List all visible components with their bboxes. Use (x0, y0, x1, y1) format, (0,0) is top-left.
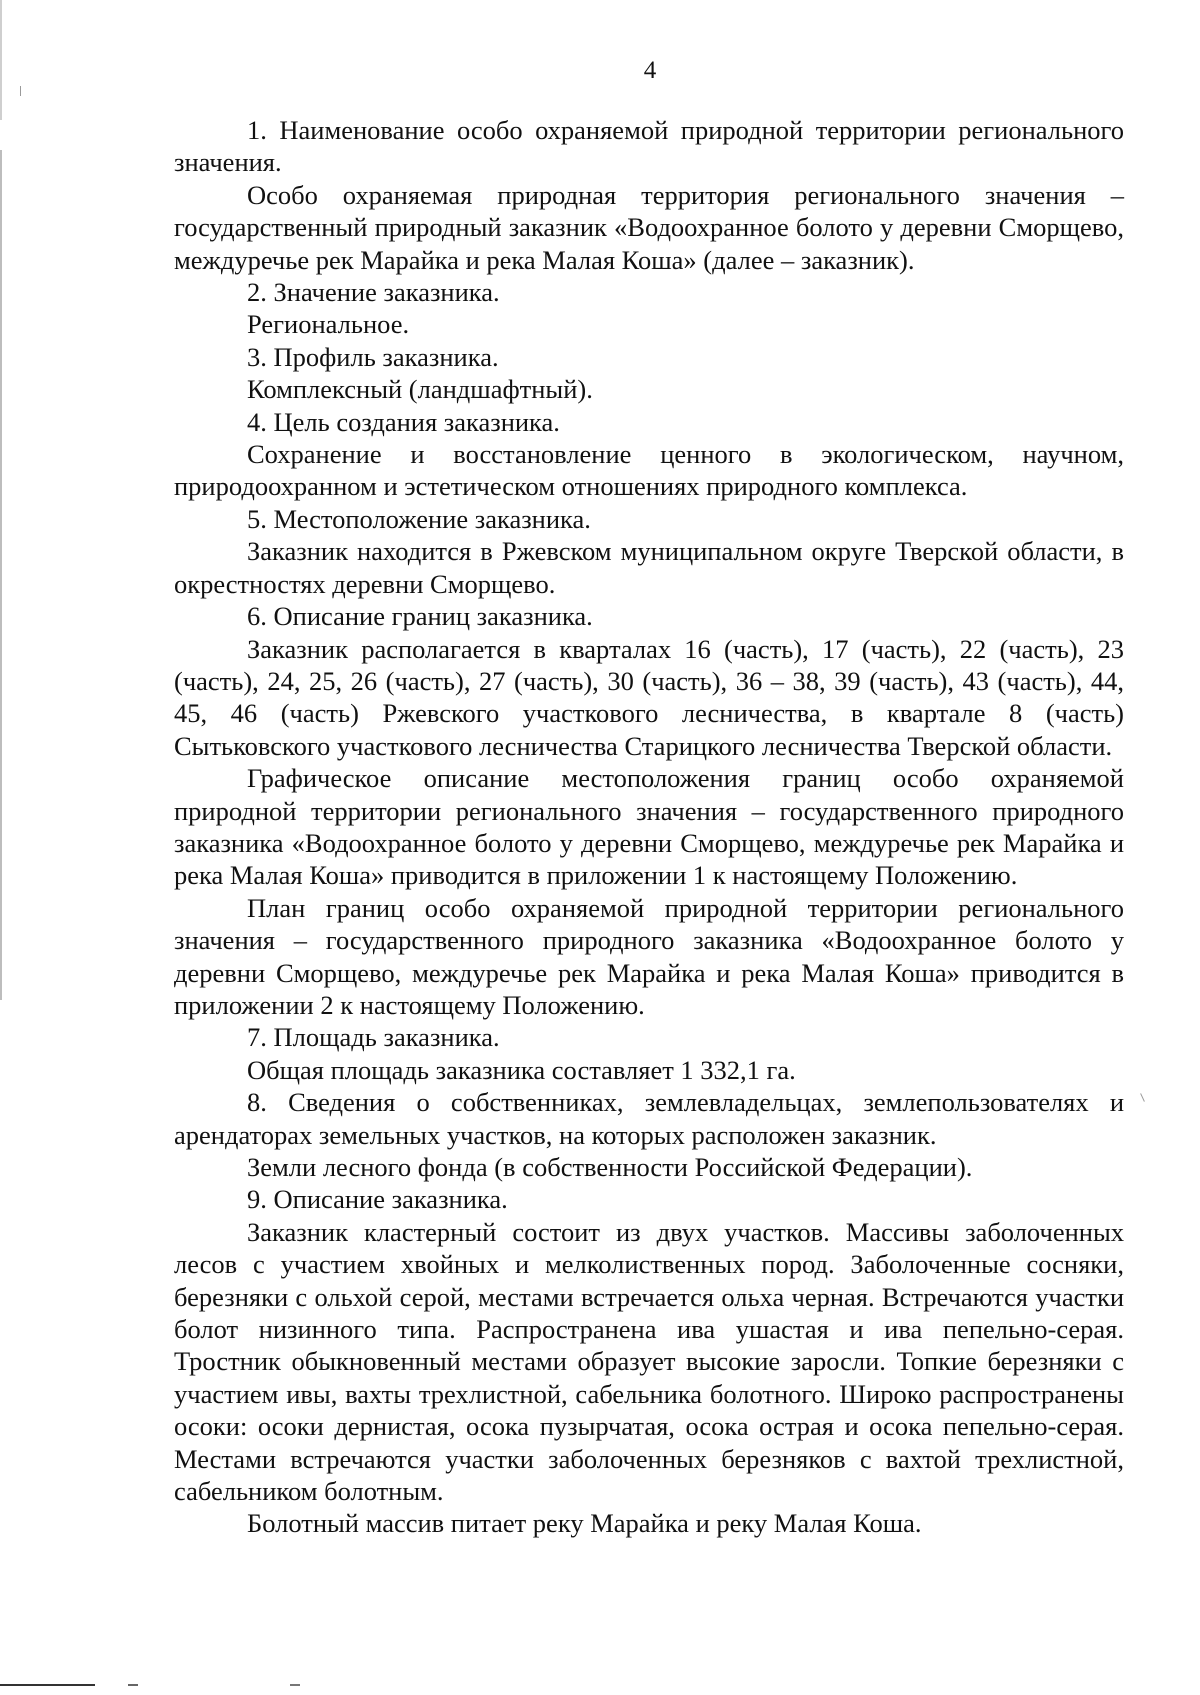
paragraph-description-text: Заказник кластерный состоит из двух участков. Массивы заболоченных лесов с участием хвойных и мелколиственных пород. Заболоченные сосняки, березняки с ольхой серой, местами встречается ольха черная. Встречаются участки болот низинного типа. Распространена ива ушастая и ива пепельно-серая. Тростник обыкновенный местами образует высокие заросли. Топкие березняки с участием ивы, вахты трехлистной, сабельника болотного. Широко распространены осоки: осоки дернистая, осока пузырчатая, осока острая и осока пепельно-серая. Местами встречаются участки заболоченных березняков с вахтой трехлистной, сабельником болотным. (174, 1216, 1124, 1507)
section-heading-owners: 8. Сведения о собственниках, землевладельцах, землепользователях и арендаторах земельных участков, на которых расположен заказник. (174, 1087, 1124, 1150)
scan-mark (20, 86, 21, 96)
section-heading-significance: 2. Значение заказника. (247, 277, 500, 308)
paragraph-purpose-text: Сохранение и восстановление ценного в экологическом, научном, природоохранном и эстетическом отношениях природного комплекса. (174, 439, 1124, 502)
paragraph-owners-text: Земли лесного фонда (в собственности Российской Федерации). (247, 1152, 973, 1182)
scan-left-edge (0, 0, 2, 1695)
paragraph-location-text: Заказник находится в Ржевском муниципальном округе Тверской области, в окрестностях деревни Сморщево. (174, 536, 1124, 599)
section-heading-boundaries: 6. Описание границ заказника. (247, 601, 593, 632)
paragraph-rivers-text: Болотный массив питает реку Марайка и реку Малая Коша. (247, 1508, 922, 1539)
paragraph-name-text: Особо охраняемая природная территория регионального значения – государственный природный заказник «Водоохранное болото у деревни Сморщево, междуречье рек Марайка и река Малая Коша» (далее – заказник). (174, 179, 1124, 275)
section-heading-purpose: 4. Цель создания заказника. (247, 406, 560, 437)
paragraph-graphic-description: Графическое описание местоположения границ особо охраняемой природной территории регионального значения – государственного природного заказника «Водоохранное болото у деревни Сморщево, междуречье рек Марайка и река Малая Коша» приводится в приложении 1 к настоящему Положению. (174, 763, 1124, 891)
paragraph-boundaries-text: Заказник располагается в кварталах 16 (часть), 17 (часть), 22 (часть), 23 (часть), 24, 25, 26 (часть), 27 (часть), 30 (часть), 36 – 38, 39 (часть), 43 (часть), 44, 45, 46 (часть) Ржевского участкового лесничества, в квартале 8 (часть) Сытьковского участкового лесничества Старицкого лесничества Тверской области. (174, 633, 1124, 761)
section-heading-name: 1. Наименование особо охраняемой природной территории регионального значения. (174, 115, 1124, 178)
scan-bottom-edge (0, 1684, 1200, 1686)
section-heading-description: 9. Описание заказника. (247, 1184, 508, 1215)
section-heading-location: 5. Местоположение заказника. (247, 503, 591, 534)
scan-mark (1140, 1093, 1145, 1102)
paragraph-boundary-plan: План границ особо охраняемой природной территории регионального значения – государственного природного заказника «Водоохранное болото у деревни Сморщево, междуречье рек Марайка и река Малая Коша» приводится в приложении 2 к настоящему Положению. (174, 892, 1124, 1020)
section-heading-profile: 3. Профиль заказника. (247, 341, 499, 372)
document-body (174, 114, 1124, 1540)
page-number: 4 (643, 57, 657, 84)
section-heading-area: 7. Площадь заказника. (247, 1022, 500, 1053)
paragraph-significance-text: Региональное. (247, 309, 410, 340)
paragraph-profile-text: Комплексный (ландшафтный). (247, 374, 593, 405)
paragraph-area-text: Общая площадь заказника составляет 1 332,1 га. (247, 1054, 796, 1085)
